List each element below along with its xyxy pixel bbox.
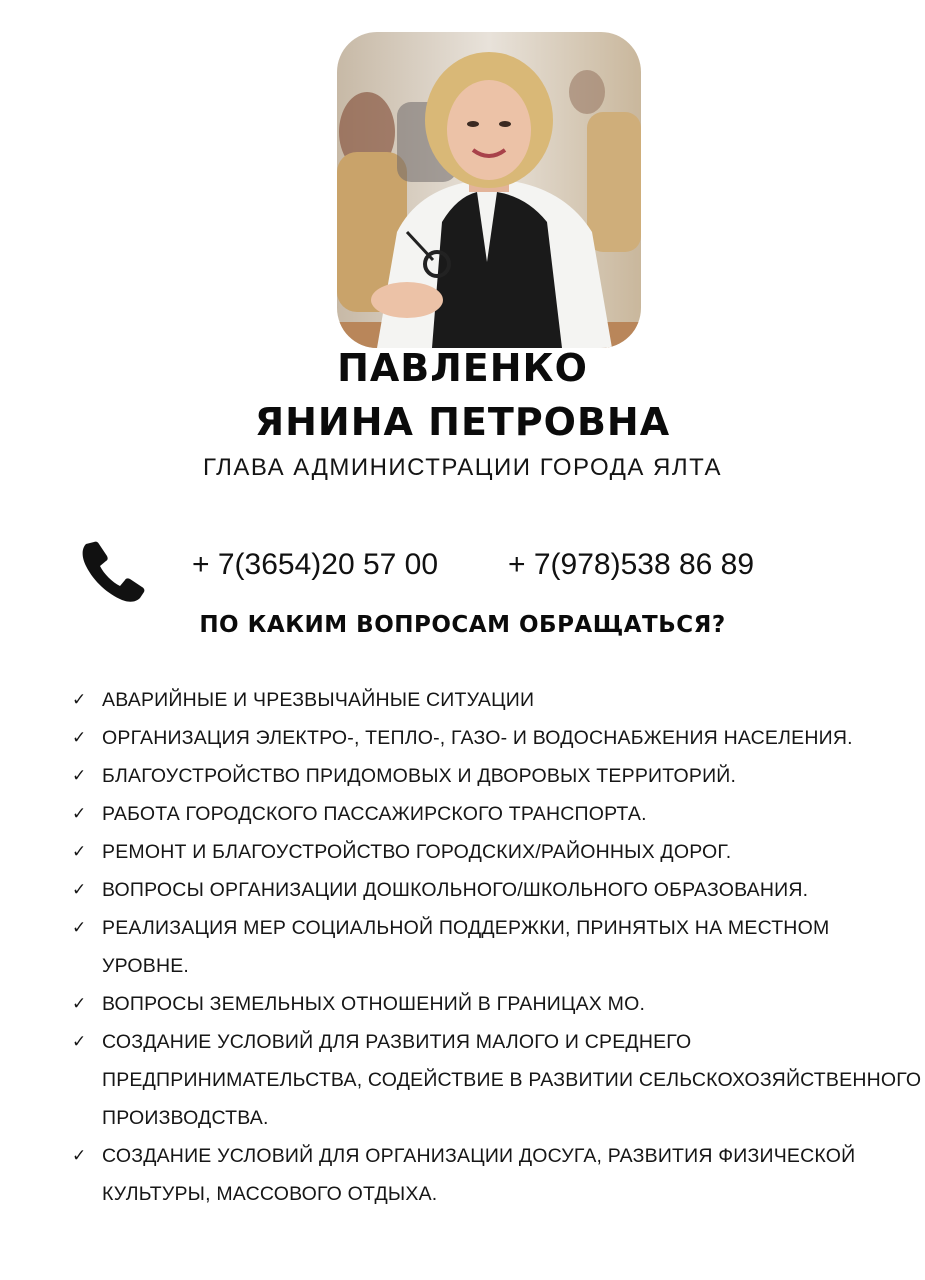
check-icon: ✓ (72, 880, 87, 899)
check-icon: ✓ (72, 1032, 87, 1051)
topic-item (72, 757, 922, 795)
topic-text: ОРГАНИЗАЦИЯ ЭЛЕКТРО-, ТЕПЛО-, ГАЗО- И ВОДОСНАБЖЕНИЯ НАСЕЛЕНИЯ. (102, 727, 853, 749)
topic-item (72, 1137, 922, 1213)
topic-text: СОЗДАНИЕ УСЛОВИЙ ДЛЯ РАЗВИТИЯ МАЛОГО И СРЕДНЕГО ПРЕДПРИНИМАТЕЛЬСТВА, СОДЕЙСТВИЕ В РАЗВИТИИ СЕЛЬСКОХОЗЯЙСТВЕННОГО ПРОИЗВОДСТВА. (102, 1031, 922, 1129)
topic-text: РЕМОНТ И БЛАГОУСТРОЙСТВО ГОРОДСКИХ/РАЙОННЫХ ДОРОГ. (102, 841, 732, 863)
topic-text: РЕАЛИЗАЦИЯ МЕР СОЦИАЛЬНОЙ ПОДДЕРЖКИ, ПРИНЯТЫХ НА МЕСТНОМ УРОВНЕ. (102, 917, 830, 977)
topic-text: РАБОТА ГОРОДСКОГО ПАССАЖИРСКОГО ТРАНСПОРТА. (102, 803, 647, 825)
topic-text: ВОПРОСЫ ОРГАНИЗАЦИИ ДОШКОЛЬНОГО/ШКОЛЬНОГО ОБРАЗОВАНИЯ. (102, 879, 809, 901)
person-surname: ПАВЛЕНКО (337, 346, 588, 390)
topic-text: БЛАГОУСТРОЙСТВО ПРИДОМОВЫХ И ДВОРОВЫХ ТЕРРИТОРИЙ. (102, 765, 737, 787)
check-icon: ✓ (72, 804, 87, 823)
topic-item (72, 719, 922, 757)
check-icon: ✓ (72, 728, 87, 747)
topic-text: ВОПРОСЫ ЗЕМЕЛЬНЫХ ОТНОШЕНИЙ В ГРАНИЦАХ МО. (102, 993, 646, 1015)
check-icon: ✓ (72, 918, 87, 937)
topic-item (72, 871, 922, 909)
topic-item (72, 833, 922, 871)
person-given-names: ЯНИНА ПЕТРОВНА (254, 400, 671, 444)
check-icon: ✓ (72, 1146, 87, 1165)
person-position: ГЛАВА АДМИНИСТРАЦИИ ГОРОДА ЯЛТА (202, 454, 723, 481)
questions-heading: ПО КАКИМ ВОПРОСАМ ОБРАЩАТЬСЯ? (199, 612, 726, 638)
check-icon: ✓ (72, 994, 87, 1013)
topic-item (72, 795, 922, 833)
check-icon: ✓ (72, 842, 87, 861)
check-icon: ✓ (72, 766, 87, 785)
phone-icon (78, 534, 150, 606)
topic-text: СОЗДАНИЕ УСЛОВИЙ ДЛЯ ОРГАНИЗАЦИИ ДОСУГА, РАЗВИТИЯ ФИЗИЧЕСКОЙ КУЛЬТУРЫ, МАССОВОГО ОТДЫХА. (102, 1145, 856, 1205)
topic-text: АВАРИЙНЫЕ И ЧРЕЗВЫЧАЙНЫЕ СИТУАЦИИ (102, 689, 535, 711)
check-icon: ✓ (72, 690, 87, 709)
topic-item (72, 909, 922, 985)
phone-number-city[interactable]: + 7(3654)20 57 00 (192, 548, 439, 581)
topic-item (72, 681, 922, 719)
topic-item (72, 1023, 922, 1137)
phone-number-mobile[interactable]: + 7(978)538 86 89 (508, 548, 755, 581)
topic-item (72, 985, 922, 1023)
portrait-photo (337, 32, 641, 348)
topics-list (72, 681, 922, 1213)
